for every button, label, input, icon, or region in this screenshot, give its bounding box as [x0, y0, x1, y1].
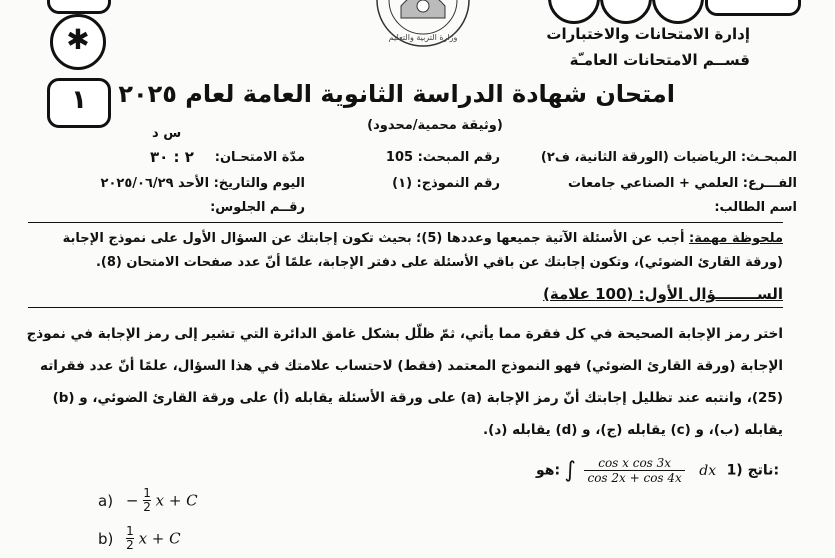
duration-value: ٢ : ٣٠ [150, 148, 194, 166]
seat-number-label: رقــم الجلوس: [210, 200, 305, 215]
option-a [98, 487, 198, 514]
question-1-heading: الســــــــؤال الأول: (100 علامة) [543, 285, 783, 303]
top-circle-1 [548, 0, 600, 24]
dx-term: dx [699, 462, 717, 479]
item-1 [536, 456, 779, 492]
question-1-heading-rule [28, 307, 783, 308]
student-name-label: اسم الطالب: [714, 200, 797, 215]
model-number-digit: ١ [71, 85, 87, 115]
duration-units: س د [152, 126, 182, 141]
day-date-label: اليوم والتاريخ: الأحد ٢٠٢٥/٠٦/٢٩ [100, 176, 305, 191]
important-note [53, 227, 783, 275]
star-circle [50, 14, 106, 70]
integrand-numerator: cos x cos 3x [584, 456, 684, 471]
top-circle-2 [600, 0, 652, 24]
integrand-denominator: cos 2x + cos 4x [587, 471, 682, 485]
department-line-1: إدارة الامتحانات والاختبارات [546, 25, 750, 43]
instruction-line-2: الإجابة (ورقة القارئ الضوئي) فهو النموذج المعتمد (فقط) لاحتساب علامتك في هذا السؤال، علمًا أنّ عدد فقراته [40, 358, 783, 374]
exam-title: امتحان شهادة الدراسة الثانوية العامة لعام ٢٠٢٥ [118, 80, 675, 108]
instruction-line-1: اختر رمز الإجابة الصحيحة في كل فقرة مما يأتي، ثمّ ظلّل بشكل غامق الدائرة التي تشير إلى رمز الإجابة في نموذج [26, 326, 783, 342]
duration-label: مدّة الامتحـان: [214, 150, 305, 165]
option-b-den: 2 [126, 538, 134, 552]
option-b-fraction [126, 525, 134, 552]
model-number-label: رقم النموذج: (١) [392, 176, 500, 191]
option-b-label: b) [98, 529, 114, 548]
option-a-sign: − [125, 491, 139, 510]
subject-label: المبحـث: الرياضيات (الورقة الثانية، ف٢) [540, 150, 797, 165]
option-a-label: a) [98, 491, 114, 510]
logo-ring-text: وزارة التربية والتعليم [388, 33, 458, 42]
option-a-tail: x + C [155, 491, 198, 510]
instruction-line-3: (25)، وانتبه عند تظليل إجابتك أنّ رمز الإجابة (a) على ورقة الأسئلة يقابله (أ) على ورقة القارئ الضوئي، و (b) [52, 390, 783, 406]
note-label: ملحوظة مهمة: [689, 231, 783, 246]
integrand-fraction [584, 456, 684, 485]
note-line-1: أجب عن الأسئلة الآتية جميعها وعددها (5)؛ بحيث تكون إجابتك عن السؤال الأول على نموذج الإجابة [62, 231, 685, 246]
option-a-den: 2 [143, 500, 151, 514]
ministry-logo [363, 0, 483, 48]
department-line-2: قســم الامتحانات العامـّة [569, 51, 750, 69]
option-b [98, 525, 181, 552]
model-number-box [47, 78, 111, 128]
star-symbol: ✱ [66, 23, 90, 56]
instruction-line-4: يقابله (ب)، و (c) يقابله (ج)، و (d) يقابله (د). [483, 422, 783, 438]
top-left-box [47, 0, 111, 14]
question-1-instructions [26, 318, 783, 446]
protected-note: (وثيقة محمية/محدود) [367, 118, 503, 133]
option-b-tail: x + C [138, 529, 181, 548]
option-a-num: 1 [143, 486, 151, 500]
subject-code: رقم المبحث: 105 [385, 150, 500, 165]
top-right-box [705, 0, 801, 16]
item-1-prefix: 1) ناتج: [726, 462, 780, 479]
integral-sign: ∫ [564, 458, 577, 483]
item-1-suffix: هو: [536, 462, 561, 479]
note-line-2: (ورقة القارئ الضوئي)، وتكون إجابتك عن باقي الأسئلة على دفتر الإجابة، علمًا أنّ عدد صفحات الامتحان (8). [95, 255, 783, 270]
branch-label: الفـــرع: العلمي + الصناعي جامعات [568, 176, 797, 191]
option-a-fraction [143, 487, 151, 514]
option-b-num: 1 [126, 524, 134, 538]
header-divider [28, 222, 783, 223]
top-circle-3 [652, 0, 704, 24]
